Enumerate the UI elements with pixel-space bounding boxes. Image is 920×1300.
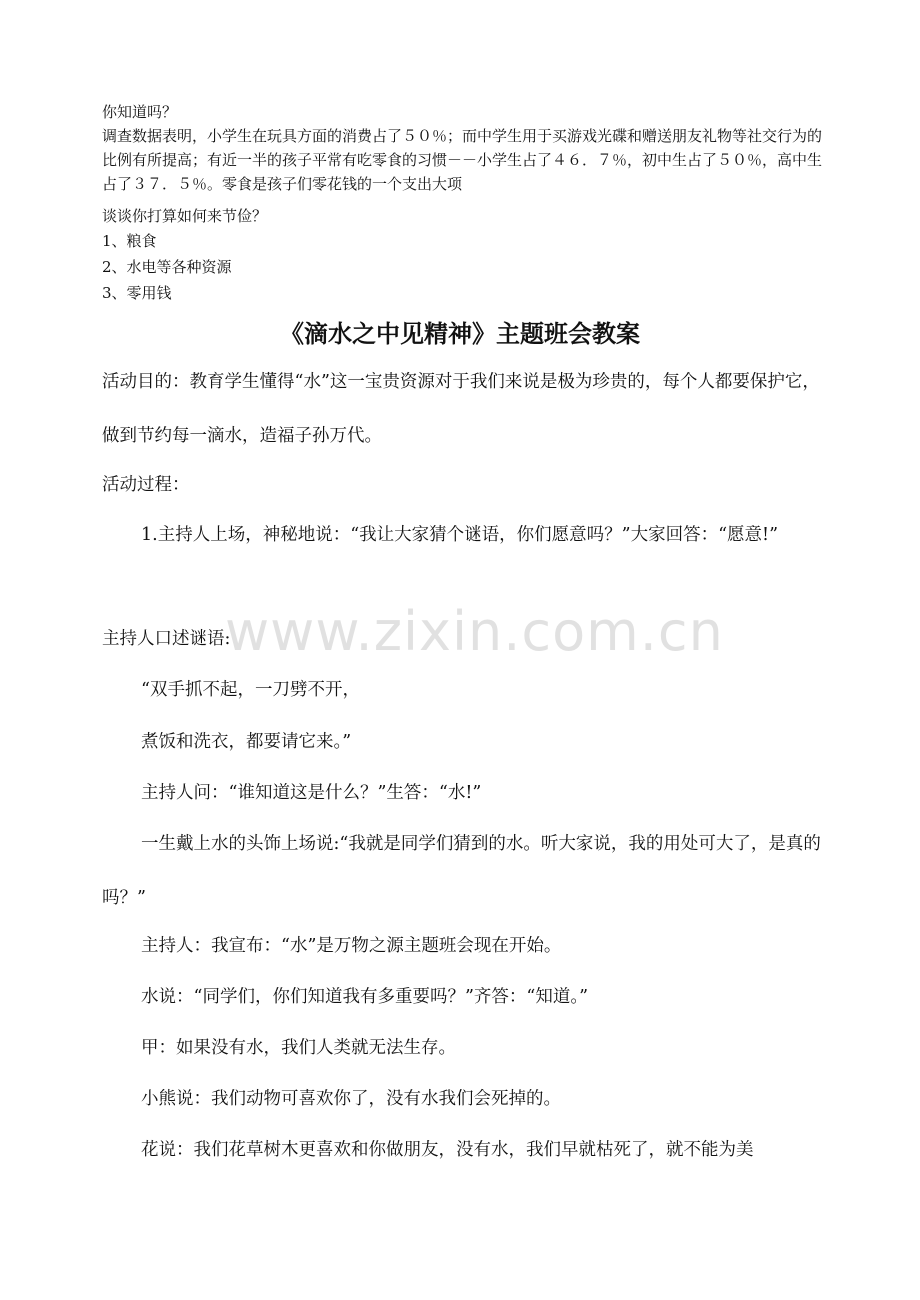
host-announce: 主持人：我宣布：“水”是万物之源主题班会现在开始。 bbox=[141, 936, 562, 956]
page-title: 《滴水之中见精神》主题班会教案 bbox=[280, 320, 640, 348]
purpose-paragraph: 活动目的：教育学生懂得“水”这一宝贵资源对于我们来说是极为珍贵的，每个人都要保护它，做到节约每一滴水，造福子孙万代。 bbox=[102, 372, 820, 446]
flower-line: 花说：我们花草树木更喜欢和你做朋友，没有水，我们早就枯死了，就不能为美 bbox=[141, 1140, 754, 1160]
riddle-line: 煮饭和洗衣，都要请它来。” bbox=[141, 732, 352, 752]
intro-question: 你知道吗？ bbox=[102, 103, 178, 121]
process-label: 活动过程： bbox=[102, 475, 190, 495]
water-says: 水说：“同学们，你们知道我有多重要吗？”齐答：“知道。” bbox=[141, 987, 589, 1007]
riddle-line: “双手抓不起，一刀劈不开， bbox=[141, 680, 360, 700]
riddle-intro: 主持人口述谜语: bbox=[102, 629, 231, 649]
save-question: 谈谈你打算如何来节俭？ bbox=[102, 207, 268, 225]
list-item: 1、粮食 bbox=[102, 232, 157, 250]
bear-line: 小熊说：我们动物可喜欢你了，没有水我们会死掉的。 bbox=[141, 1089, 561, 1109]
host-question: 主持人问：“谁知道这是什么？”生答：“水!” bbox=[141, 783, 482, 803]
step-paragraph: 1.主持人上场，神秘地说：“我让大家猜个谜语，你们愿意吗？”大家回答：“愿意!” bbox=[141, 525, 779, 545]
list-item: 2、水电等各种资源 bbox=[102, 258, 232, 276]
watermark: www.zixin.com.cn bbox=[225, 600, 724, 663]
list-item: 3、零用钱 bbox=[102, 284, 172, 302]
water-enter-paragraph: 一生戴上水的头饰上场说:“我就是同学们猜到的水。听大家说，我的用处可大了，是真的吗？” bbox=[102, 834, 821, 908]
survey-paragraph: 调查数据表明，小学生在玩具方面的消费占了５０％；而中学生用于买游戏光碟和赠送朋友礼物等社交行为的比例有所提高；有近一半的孩子平常有吃零食的习惯－－小学生占了４６．７％，初中生占了５０％，高中生占了３７．５％。零食是孩子们零花钱的一个支出大项 bbox=[102, 127, 823, 193]
jia-line: 甲：如果没有水，我们人类就无法生存。 bbox=[141, 1038, 456, 1058]
